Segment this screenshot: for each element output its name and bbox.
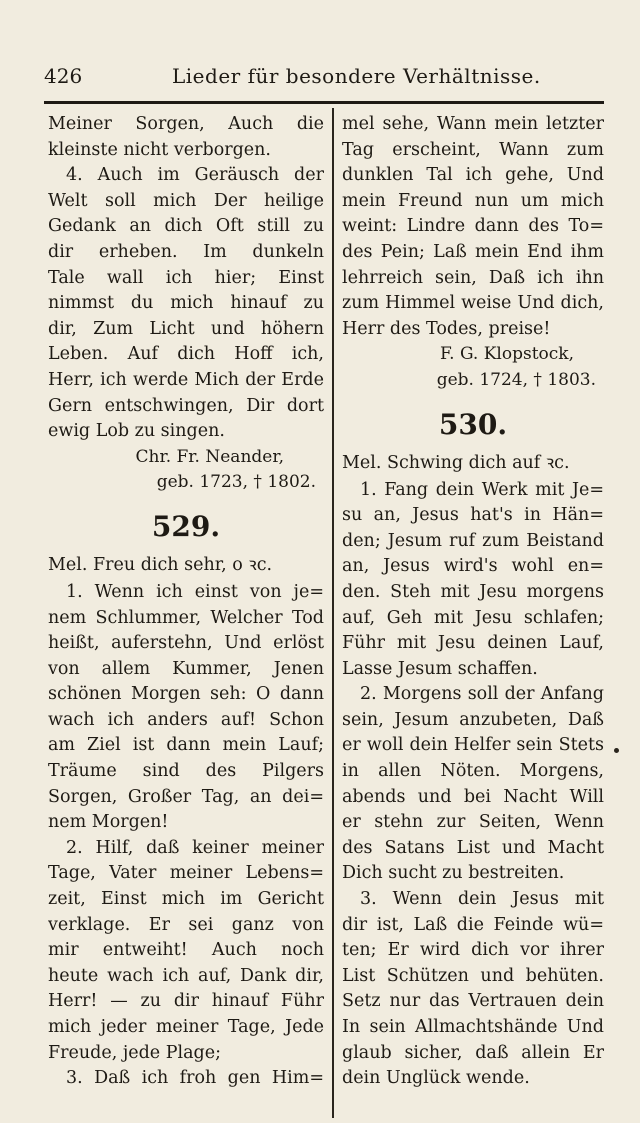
text-line: nem Morgen! <box>48 812 169 833</box>
text-line: dein Unglück wende. <box>342 1068 530 1089</box>
text-line: er woll dein Helfer sein Stets <box>342 735 604 756</box>
text-line: Herr des Todes, preise! <box>342 318 551 339</box>
text-line: su an, Jesus hat's in Hän= <box>342 505 604 526</box>
column-divider <box>332 108 334 1118</box>
hymn-number: 529. <box>151 509 221 543</box>
stanza-1 <box>48 580 324 836</box>
text-line: Tale wall ich hier; Einst <box>48 267 324 288</box>
stanza-3 <box>342 887 604 1092</box>
text-line: von allem Kummer, Jenen <box>48 658 324 679</box>
text-line: List Schützen und behüten. <box>342 965 604 986</box>
margin-mark <box>614 748 619 753</box>
text-line: des Satans List und Macht <box>342 837 604 858</box>
text-line: Tag erscheint, Wann zum <box>342 139 604 160</box>
author-name: F. G. Klopstock, <box>439 344 574 365</box>
text-line: dir erheben. Im dunkeln <box>48 241 324 262</box>
text-line: des Pein; Laß mein End ihm <box>342 241 604 262</box>
text-line: 1. Fang dein Werk mit Je= <box>360 479 604 500</box>
text-line: auf, Geh mit Jesu schlafen; <box>342 607 604 628</box>
text-line: ewig Lob zu singen. <box>48 421 225 442</box>
text-line: In sein Allmachtshände Und <box>342 1017 604 1037</box>
header-rule <box>44 101 604 104</box>
text-line: Gern entschwingen, Dir dort <box>48 395 324 416</box>
text-line: dir, Zum Licht und höhern <box>48 318 324 339</box>
text-line: 4. Auch im Geräusch der <box>66 165 324 186</box>
text-line: ten; Er wird dich vor ihrer <box>342 940 604 961</box>
text-line: Tage, Vater meiner Lebens= <box>48 863 324 884</box>
text-line: Freude, jede Plage; <box>48 1042 221 1063</box>
text-line: Gedank an dich Oft still zu <box>48 216 324 237</box>
text-line: Dich sucht zu bestreiten. <box>342 863 565 884</box>
text-line: 3. Wenn dein Jesus mit <box>360 889 604 910</box>
stanza-2 <box>342 682 604 887</box>
text-line: Leben. Auf dich Hoff ich, <box>48 344 324 365</box>
text-line: den; Jesum ruf zum Beistand <box>342 530 604 551</box>
text-line: 1. Wenn ich einst von je= <box>66 581 324 602</box>
text-line: mein Freund nun um mich <box>342 190 604 211</box>
text-line: Herr, ich werde Mich der Erde <box>48 369 324 390</box>
author-dates: geb. 1724, † 1803. <box>436 369 596 390</box>
text-line: mich jeder meiner Tage, Jede <box>48 1017 324 1037</box>
text-line: Träume sind des Pilgers <box>48 761 324 782</box>
left-column <box>48 112 324 1092</box>
text-line: Führ mit Jesu deinen Lauf, <box>342 633 604 654</box>
text-line: 2. Hilf, daß keiner meiner <box>66 837 324 858</box>
text-line: den. Steh mit Jesu morgens <box>342 581 604 602</box>
text-line: Herr! — zu dir hinauf Führ <box>48 991 324 1012</box>
page-header <box>44 62 604 92</box>
text-line: nem Schlummer, Welcher Tod <box>48 607 324 628</box>
page-number: 426 <box>44 64 83 88</box>
text-line: Welt soll mich Der heilige <box>48 190 324 211</box>
text-line: weint: Lindre dann des To= <box>342 216 604 237</box>
text-line: Meiner Sorgen, Auch die <box>48 114 324 134</box>
text-line: heißt, auferstehn, Und erlöst <box>48 633 324 654</box>
text-line: nimmst du mich hinauf zu <box>48 293 324 314</box>
text-line: glaub sicher, daß allein Er <box>342 1042 604 1063</box>
text-line: heute wach ich auf, Dank dir, <box>48 965 324 986</box>
author-dates: geb. 1723, † 1802. <box>156 472 316 493</box>
author-name: Chr. Fr. Neander, <box>135 446 284 467</box>
text-line: Setz nur das Vertrauen dein <box>342 991 604 1012</box>
text-line: an, Jesus wird's wohl en= <box>342 556 604 577</box>
right-column <box>342 112 604 1092</box>
text-line: wach ich anders auf! Schon <box>48 709 324 730</box>
text-line: verklage. Er sei ganz von <box>48 914 324 935</box>
stanza-continuation <box>48 112 324 163</box>
stanza-1 <box>342 478 604 683</box>
text-line: kleinste nicht verborgen. <box>48 139 271 160</box>
text-line: in allen Nöten. Morgens, <box>342 761 604 782</box>
running-head: Lieder für besondere Verhältnisse. <box>172 64 541 88</box>
text-line: am Ziel ist dann mein Lauf; <box>48 735 324 756</box>
text-line: Sorgen, Großer Tag, an dei= <box>48 786 324 807</box>
stanza-2 <box>48 836 324 1066</box>
text-line: sein, Jesum anzubeten, Daß <box>342 709 604 730</box>
text-line: lehrreich sein, Daß ich ihn <box>342 267 604 288</box>
text-line: 3. Daß ich froh gen Him= <box>66 1068 324 1089</box>
stanza-3-start <box>48 1066 324 1092</box>
text-line: mir entweiht! Auch noch <box>48 940 324 961</box>
text-line: dir ist, Laß die Feinde wü= <box>342 914 604 935</box>
text-line: 2. Morgens soll der Anfang <box>360 684 604 705</box>
text-line: er stehn zur Seiten, Wenn <box>342 812 604 833</box>
melody-line: Mel. Schwing dich auf ꝛc. <box>342 452 570 473</box>
text-line: Lasse Jesum schaffen. <box>342 658 538 679</box>
hymn-number: 530. <box>438 407 508 441</box>
author-credit <box>48 445 324 496</box>
text-line: mel sehe, Wann mein letzter <box>342 114 604 134</box>
text-line: zum Himmel weise Und dich, <box>342 293 604 314</box>
melody-line: Mel. Freu dich sehr, o ꝛc. <box>48 554 273 575</box>
stanza-4 <box>48 163 324 445</box>
stanza-continuation <box>342 112 604 342</box>
text-line: dunklen Tal ich gehe, Und <box>342 165 604 186</box>
author-credit <box>342 342 604 393</box>
text-line: abends und bei Nacht Will <box>342 786 604 807</box>
text-line: zeit, Einst mich im Gericht <box>48 889 324 910</box>
text-line: schönen Morgen seh: O dann <box>48 684 324 705</box>
